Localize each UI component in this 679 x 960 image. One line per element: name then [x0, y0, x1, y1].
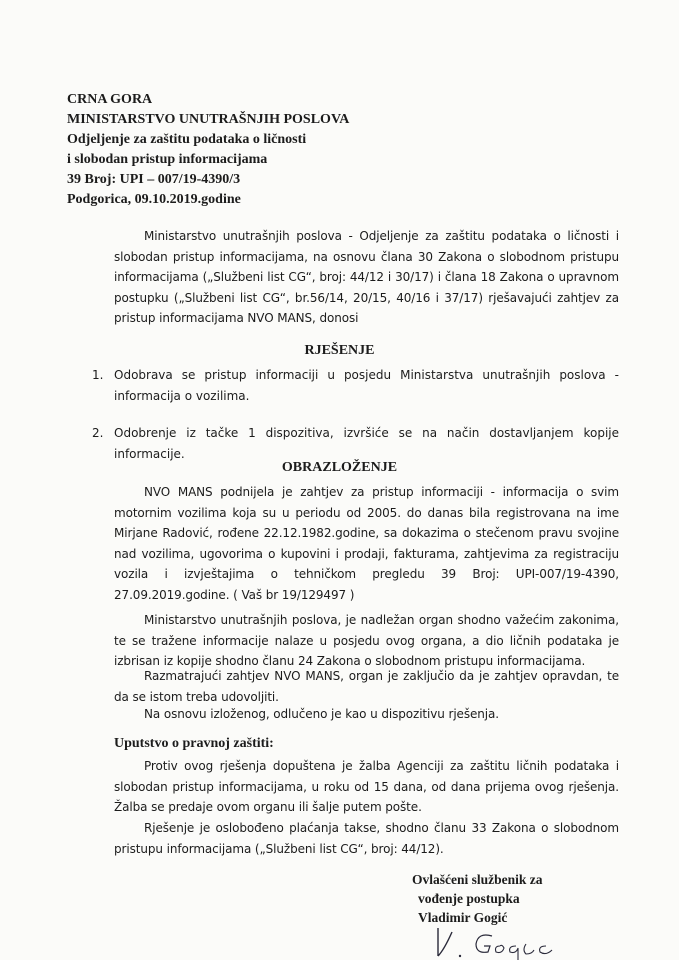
reasoning-title: OBRAZLOŽENJE	[281, 460, 398, 475]
decision-title: RJEŠENJE	[304, 343, 375, 358]
header-department-cont: i slobodan pristup informacijama	[67, 152, 268, 167]
signatory-title-line1: Ovlašćeni službenik za	[412, 872, 543, 887]
handwritten-signature	[430, 926, 560, 960]
decision-item-number: 2.	[92, 426, 104, 440]
decision-item-number: 1.	[92, 368, 104, 382]
header-department: Odjeljenje za zaštitu podataka o ličnosti	[67, 132, 307, 147]
legal-remedy-title: Uputstvo o pravnoj zaštiti:	[114, 736, 274, 751]
reasoning-paragraph-3: Razmatrajući zahtjev NVO MANS, organ je zaključio da je zahtjev opravdan, te da se istom treba udovoljiti.	[114, 669, 619, 704]
reasoning-paragraph-4: Na osnovu izloženog, odlučeno je kao u dispozitivu rješenja.	[144, 707, 499, 721]
document-header	[67, 90, 349, 210]
legal-remedy-paragraph-2: Rješenje je oslobođeno plaćanja takse, shodno članu 33 Zakona o slobodnom pristupu informacijama („Službeni list CG“, broj: 44/12).	[114, 821, 619, 856]
header-country: CRNA GORA	[67, 92, 153, 107]
decision-item	[92, 423, 619, 464]
decision-item-text: Odobrava se pristup informaciji u posjedu Ministarstva unutrašnjih poslova - informacija o vozilima.	[114, 368, 619, 403]
header-place-date: Podgorica, 09.10.2019.godine	[67, 192, 241, 207]
reasoning-paragraph-2: Ministarstvo unutrašnjih poslova, je nadležan organ shodno važećim zakonima, te se tražene informacije nalaze u posjedu ovog organa, a dio ličnih podataka je izbrisan iz kopije shodno članu 24 Zakona o slobodnom pristupu informacijama.	[114, 613, 619, 668]
signatory-block	[412, 870, 543, 927]
header-reference-number: 39 Broj: UPI – 007/19-4390/3	[67, 172, 241, 187]
reasoning-paragraph-1: NVO MANS podnijela je zahtjev za pristup informaciji - informacija o svim motornim vozilima koja su u periodu od 2005. do danas bila registrovana na ime Mirjane Radović, rođene 22.12.1982.godine, sa dokazima o stečenom pravu svojine nad vozilima, ugovorima o kupovini i prodaji, fakturama, zahtjevima za registraciju vozila i izvještajima o tehničkom pregledu 39 Broj: UPI-007/19-4390, 27.09.2019.godine. ( Vaš br 19/129497 )	[114, 485, 619, 602]
legal-remedy-paragraph-1: Protiv ovog rješenja dopuštena je žalba Agenciji za zaštitu ličnih podataka i slobodan pristup informacijama, u roku od 15 dana, od dana prijema ovog rješenja. Žalba se predaje ovom organu ili šalje putem pošte.	[114, 759, 619, 814]
decision-item-text: Odobrenje iz tačke 1 dispozitiva, izvršiće se na način dostavljanjem kopije informacije.	[114, 426, 619, 461]
signatory-name: Vladimir Gogić	[418, 910, 508, 925]
intro-paragraph: Ministarstvo unutrašnjih poslova - Odjeljenje za zaštitu podataka o ličnosti i slobodan pristup informacijama, na osnovu člana 30 Zakona o slobodnom pristupu informacijama („Službeni list CG“, broj: 44/12 i 30/17) i člana 18 Zakona o upravnom postupku („Službeni list CG“, br.56/14, 20/15, 40/16 i 37/17) rješavajući zahtjev za pristup informacijama NVO MANS, donosi	[114, 229, 619, 325]
header-ministry: MINISTARSTVO UNUTRAŠNJIH POSLOVA	[67, 112, 350, 127]
signatory-title-line2: vođenje postupka	[418, 891, 520, 906]
decision-item	[92, 365, 619, 406]
